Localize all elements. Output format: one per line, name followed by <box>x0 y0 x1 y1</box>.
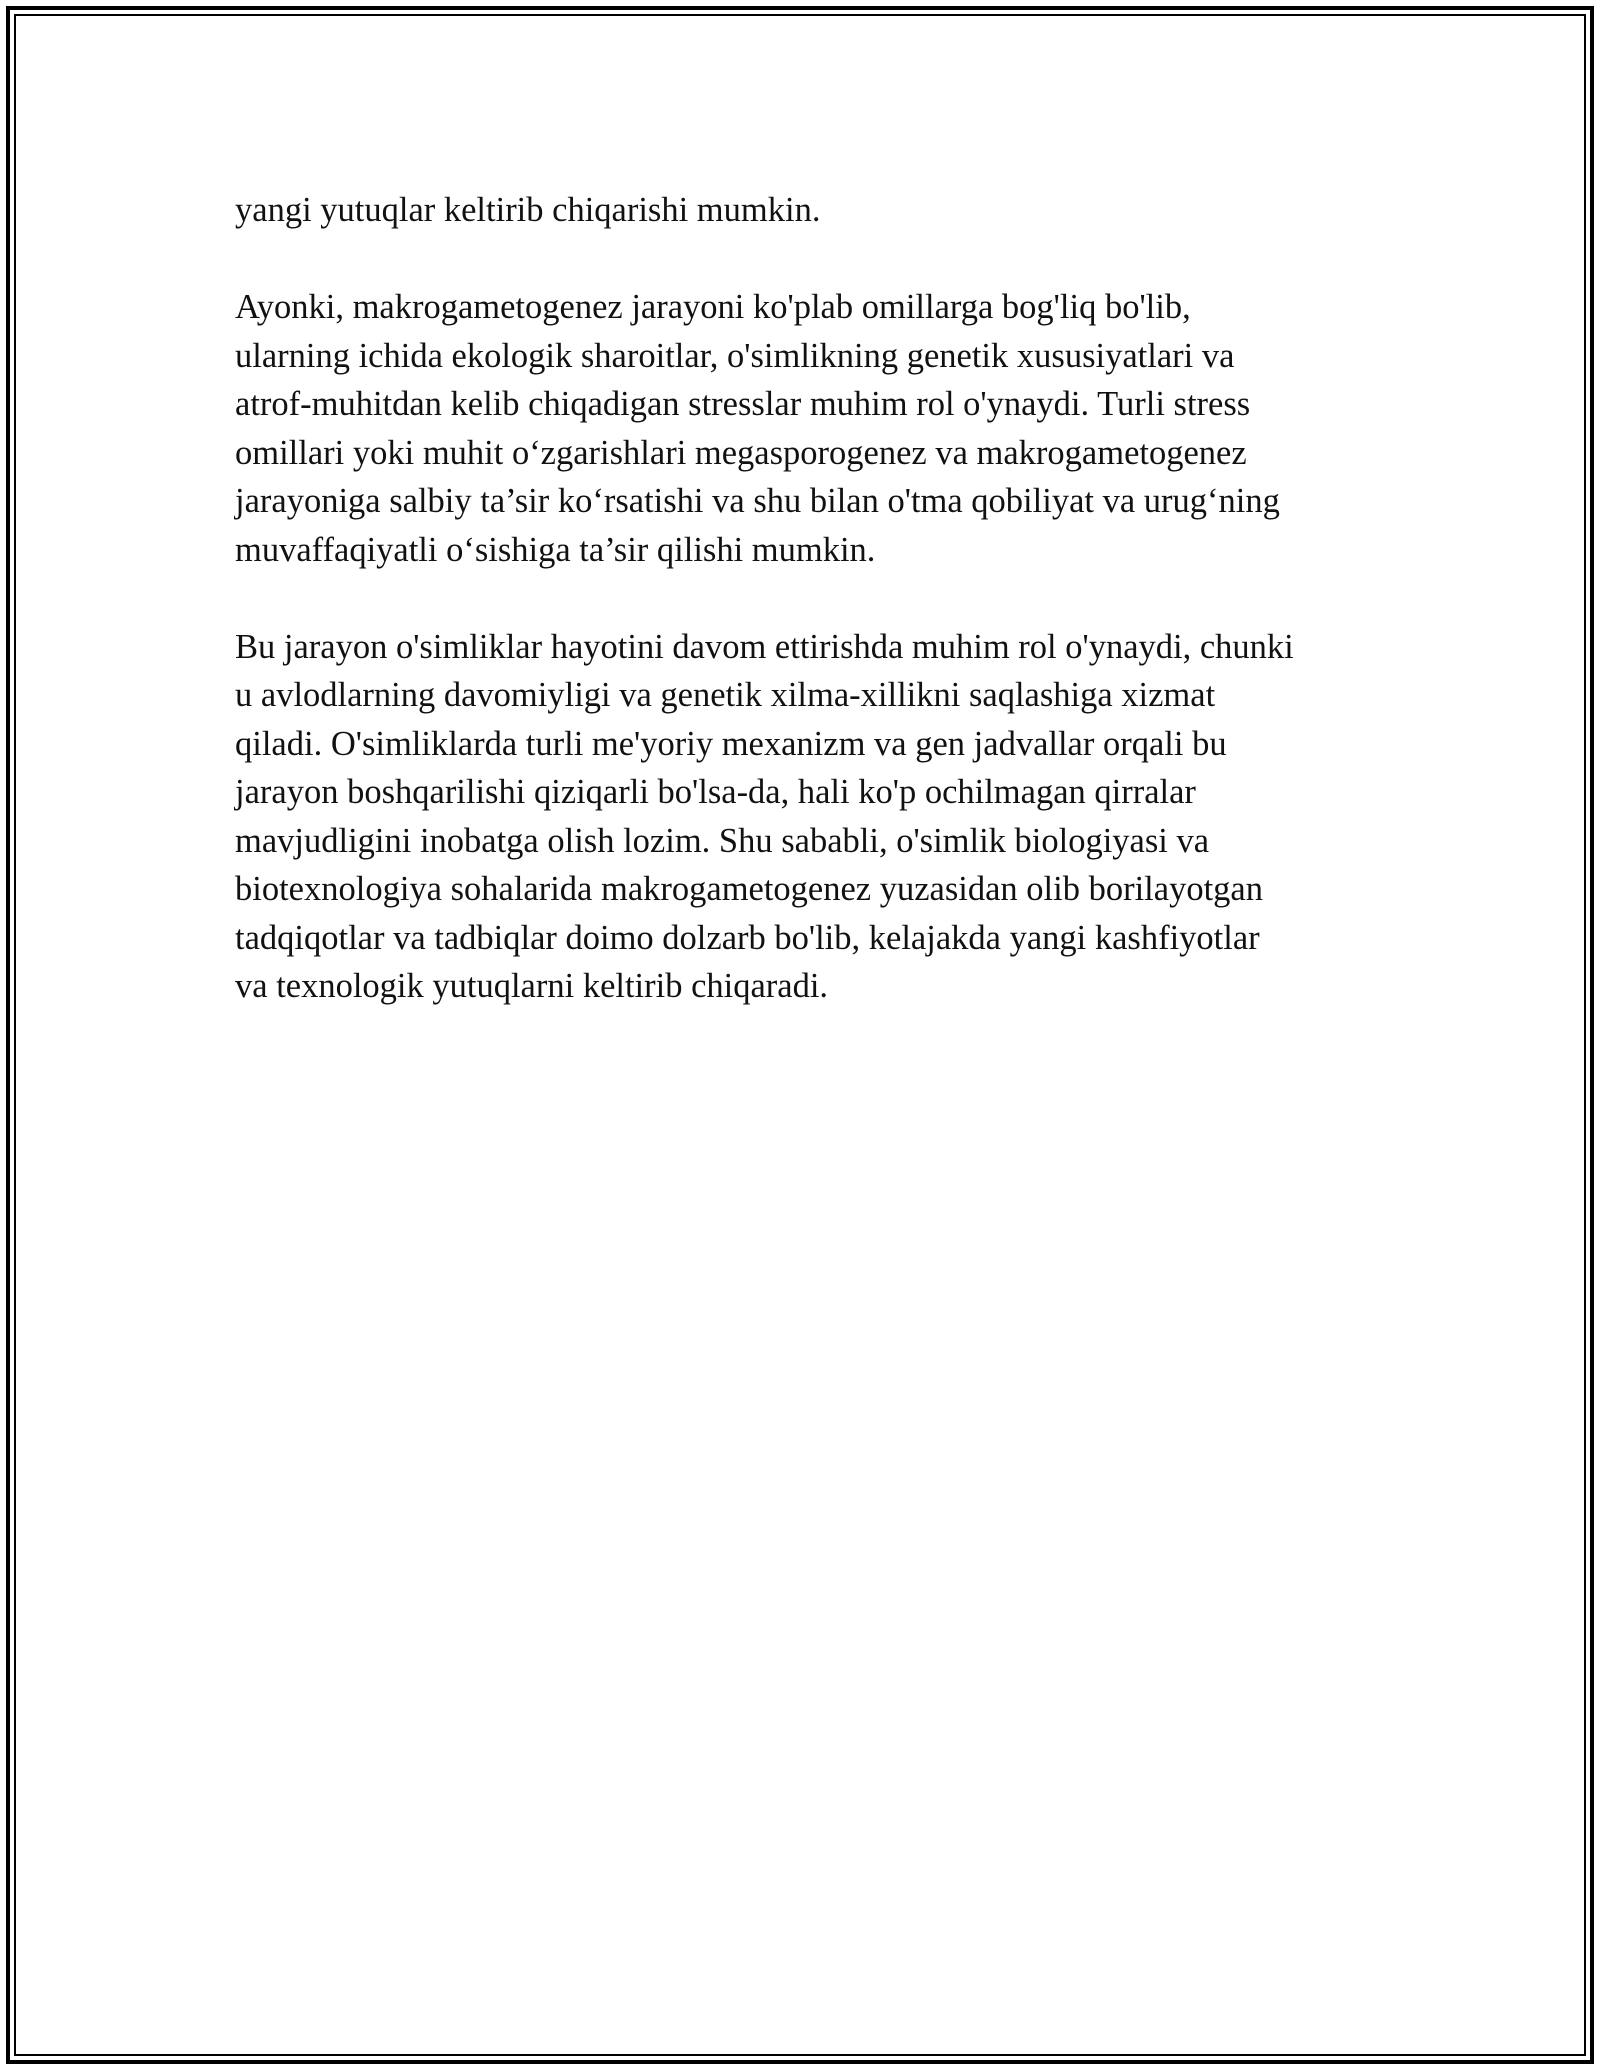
document-body <box>235 186 1375 1059</box>
paragraph-continuation: yangi yutuqlar keltirib chiqarishi mumkin. <box>235 191 821 229</box>
paragraph-importance: Bu jarayon o'simliklar hayotini davom ettirishda muhim rol o'ynaydi, chunki u avlodlarning davomiyligi va genetik xilma-xillikni saqlashiga xizmat qiladi. O'simliklarda turli me'yoriy mexanizm va gen jadvallar orqali bu jarayon boshqarilishi qiziqarli bo'lsa-da, hali ko'p ochilmagan qirralar mavjudligini inobatga olish lozim. Shu sababli, o'simlik biologiyasi va biotexnologiya sohalarida makrogametogenez yuzasidan olib borilayotgan tadqiqotlar va tadbiqlar doimo dolzarb bo'lib, kelajakda yangi kashfiyotlar va texnologik yutuqlarni keltirib chiqaradi. <box>235 627 1294 1005</box>
paragraph-factors: Ayonki, makrogametogenez jarayoni ko'plab omillarga bog'liq bo'lib, ularning ichida ekologik sharoitlar, o'simlikning genetik xususiyatlari va atrof-muhitdan kelib chiqadigan stresslar muhim rol o'ynaydi. Turli stress omillari yoki muhit o‘zgarishlari megasporogenez va makrogametogenez jarayoniga salbiy ta’sir ko‘rsatishi va shu bilan o'tma qobiliyat va urug‘ning muvaffaqiyatli o‘sishiga ta’sir qilishi mumkin. <box>235 288 1280 569</box>
